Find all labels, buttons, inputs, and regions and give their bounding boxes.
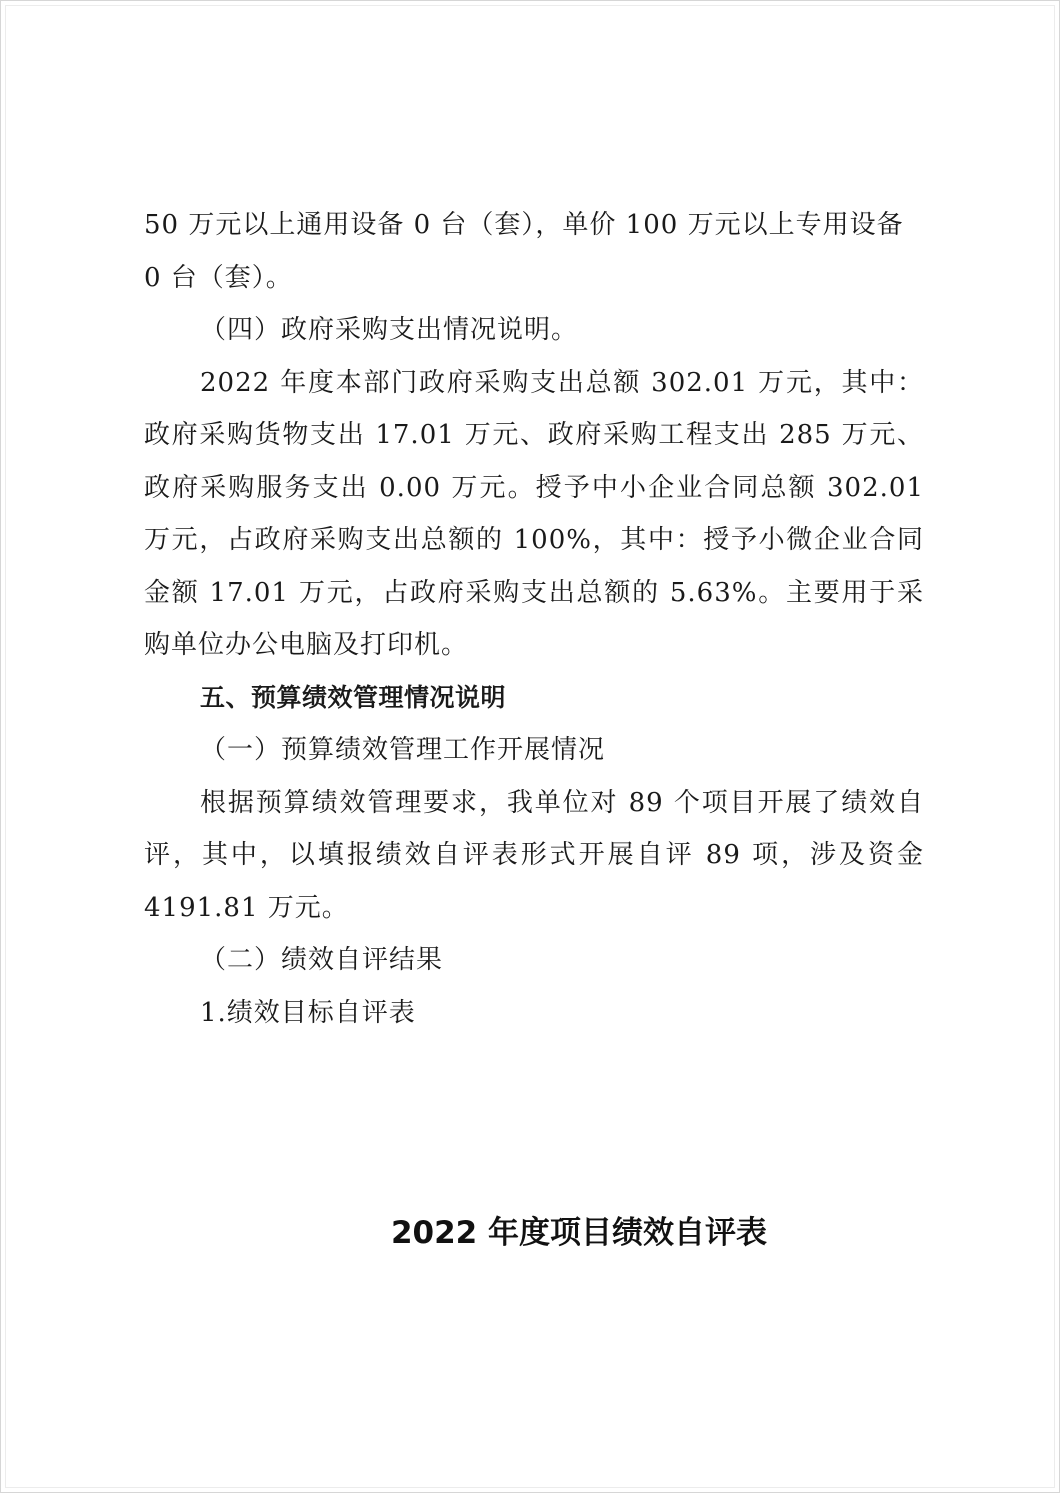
sub-1-body: 根据预算绩效管理要求，我单位对 89 个项目开展了绩效自评，其中，以填报绩效自评表形式开展自评 89 项，涉及资金 4191.81 万元。: [144, 787, 924, 923]
heading-5: 五、预算绩效管理情况说明: [200, 682, 507, 712]
sub-1-title: （一）预算绩效管理工作开展情况: [200, 735, 606, 765]
continuation-paragraph: 50 万元以上通用设备 0 台（套），单价 100 万元以上专用设备 0 台（套）。: [144, 210, 904, 293]
item-1: 1.绩效目标自评表: [200, 997, 416, 1028]
section-4-body: 2022 年度本部门政府采购支出总额 302.01 万元，其中：政府采购货物支出 17.01 万元、政府采购工程支出 285 万元、政府采购服务支出 0.00 万元。授予中小企业合同总额 302.01 万元，占政府采购支出总额的 100%，其中：授予小微企业合同金额 17.01 万元，占政府采购支出总额的 5.63%。主要用于采购单位办公电脑及打印机。: [144, 367, 924, 660]
section-4-title: （四）政府采购支出情况说明。: [200, 315, 579, 345]
sub-2-title: （二）绩效自评结果: [200, 945, 444, 975]
table-title: 2022 年度项目绩效自评表: [390, 1215, 768, 1251]
document-body: [144, 199, 924, 1039]
